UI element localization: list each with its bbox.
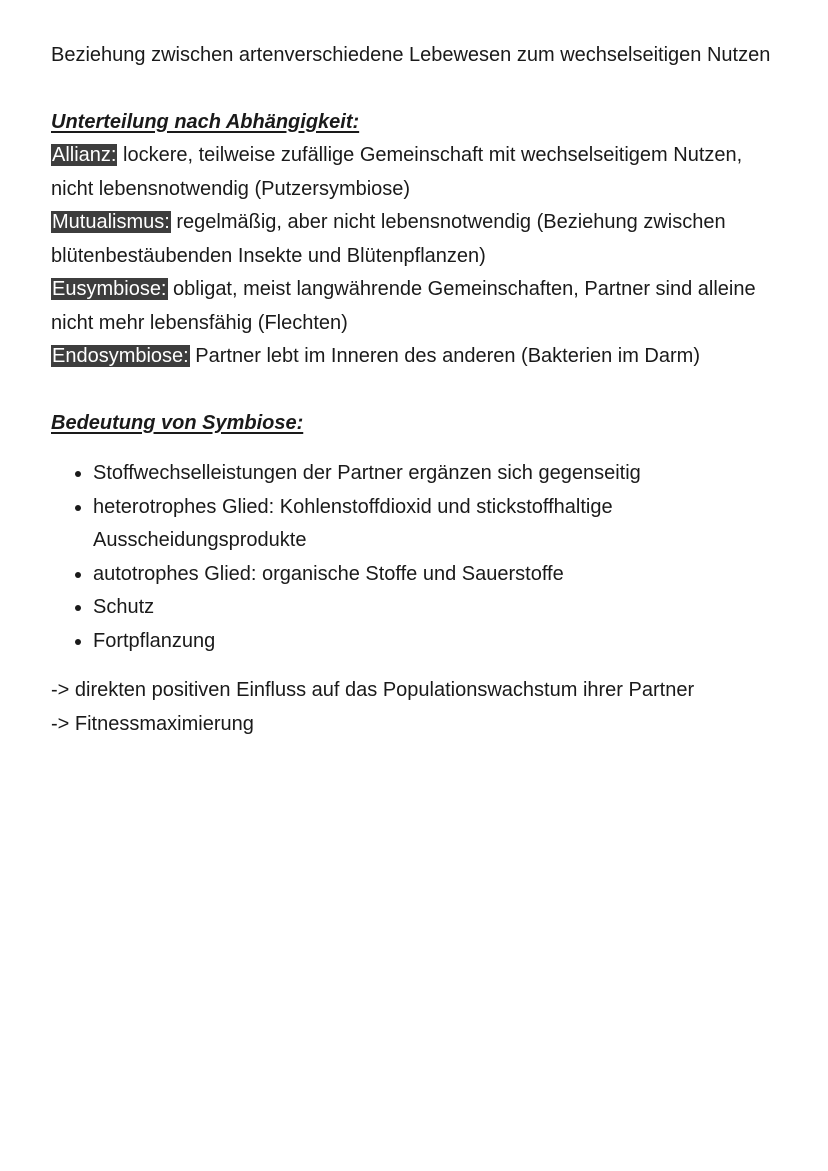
list-item: • heterotrophes Glied: Kohlenstoffdioxid und stickstoffhaltige Ausscheidungsprodukte	[93, 491, 788, 558]
definition-text: lockere, teilweise zufällige Gemeinschaft mit wechselseitigem Nutzen, nicht lebensnotwendig (Putzersymbiose)	[51, 144, 743, 200]
definition-text: Partner lebt im Inneren des anderen (Bakterien im Darm)	[189, 345, 700, 367]
definition-text: obligat, meist langwährende Gemeinschaften, Partner sind alleine nicht mehr lebensfähig (Flechten)	[51, 278, 756, 334]
term-endosymbiose: Endosymbiose:	[52, 345, 189, 367]
significance-list	[51, 457, 788, 658]
definition-list	[51, 139, 788, 374]
conclusion	[51, 674, 788, 741]
definition-text: regelmäßig, aber nicht lebensnotwendig (Beziehung zwischen blütenbestäubenden Insekte und Blütenpflanzen)	[51, 211, 726, 267]
list-item: • Stoffwechselleistungen der Partner ergänzen sich gegenseitig	[93, 457, 788, 491]
definition-eusymbiose	[51, 273, 788, 340]
heading-dependency: Unterteilung nach Abhängigkeit:	[51, 110, 360, 133]
list-item: • Fortpflanzung	[93, 625, 788, 659]
conclusion-line: -> direkten positiven Einfluss auf das Populationswachstum ihrer Partner	[51, 679, 695, 701]
term-eusymbiose: Eusymbiose:	[52, 278, 167, 300]
term-mutualismus: Mutualismus:	[52, 211, 170, 233]
list-item: • Schutz	[93, 591, 788, 625]
conclusion-line: -> Fitnessmaximierung	[51, 712, 254, 735]
definition-allianz	[51, 139, 788, 206]
list-item: • autotrophes Glied: organische Stoffe und Sauerstoffe	[93, 558, 788, 592]
heading-significance: Bedeutung von Symbiose:	[51, 411, 304, 434]
term-allianz: Allianz:	[52, 144, 117, 166]
intro-paragraph: Beziehung zwischen artenverschiedene Lebewesen zum wechselseitigen Nutzen	[51, 44, 771, 66]
definition-mutualismus	[51, 206, 788, 273]
definition-endosymbiose	[51, 340, 788, 374]
